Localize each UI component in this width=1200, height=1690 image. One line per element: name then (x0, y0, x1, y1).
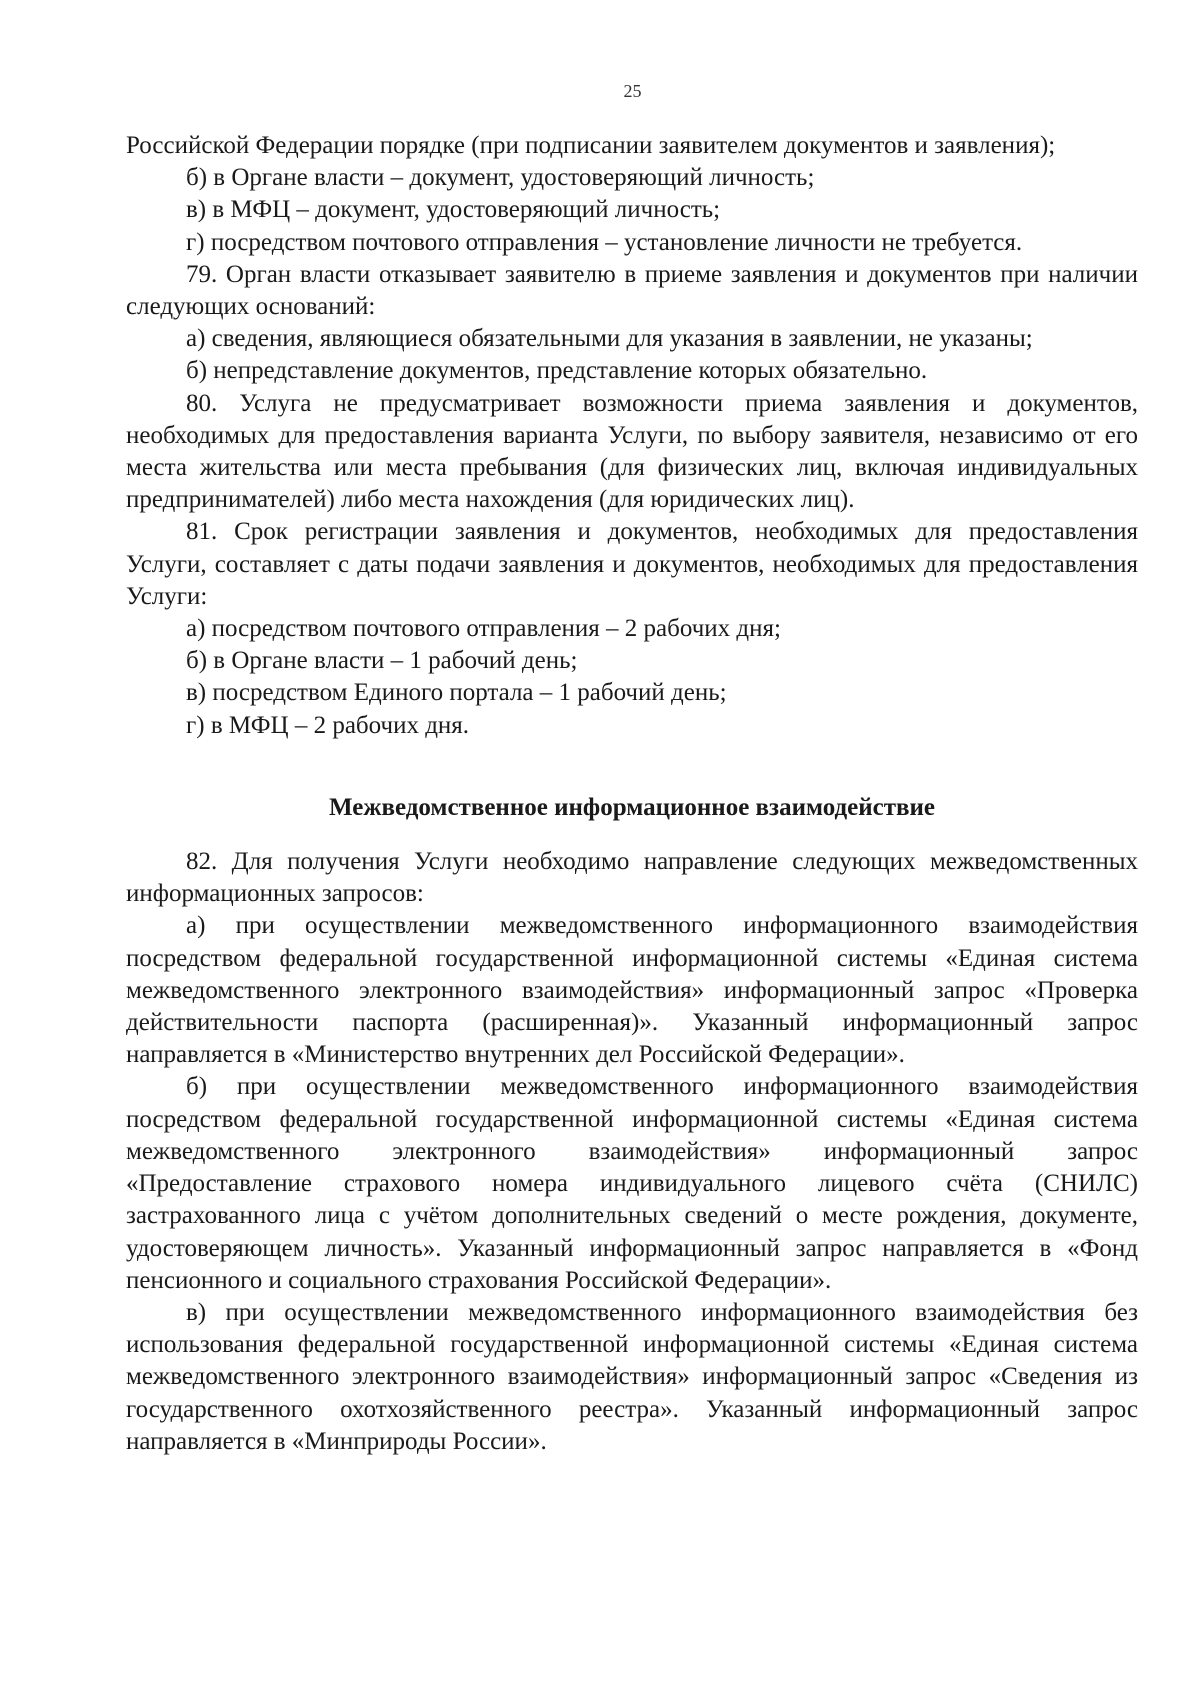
paragraph: а) при осуществлении межведомственного информационного взаимодействия посредством федеральной государственной информационной системы «Единая система межведомственного электронного взаимодействия» информационный запрос «Проверка действительности паспорта (расширенная)». Указанный информационный запрос направляется в «Министерство внутренних дел Российской Федерации». (126, 912, 1138, 1069)
page-number: 25 (623, 81, 642, 101)
paragraphs-top (126, 130, 1138, 742)
paragraph: б) при осуществлении межведомственного информационного взаимодействия посредством федеральной государственной информационной системы «Единая система межведомственного электронного взаимодействия» информационный запрос «Предоставление страхового номера индивидуального лицевого счёта (СНИЛС) застрахованного лица с учётом дополнительных сведений о месте рождения, документе, удостоверяющем личность». Указанный информационный запрос направляется в «Фонд пенсионного и социального страхования Российской Федерации». (126, 1073, 1138, 1294)
paragraph: в) при осуществлении межведомственного информационного взаимодействия без использования федеральной государственной информационной системы «Единая система межведомственного электронного взаимодействия» информационный запрос «Сведения из государственного охотхозяйственного реестра». Указанный информационный запрос направляется в «Минприроды России». (126, 1298, 1138, 1455)
paragraph: б) в Органе власти – 1 рабочий день; (186, 647, 578, 675)
paragraph: 81. Срок регистрации заявления и документов, необходимых для предоставления Услуги, составляет с даты подачи заявления и документов, необходимых для предоставления Услуги: (126, 518, 1138, 610)
paragraph: а) посредством почтового отправления – 2 рабочих дня; (186, 615, 781, 643)
paragraph: б) в Органе власти – документ, удостоверяющий личность; (186, 164, 815, 192)
paragraph: Российской Федерации порядке (при подписании заявителем документов и заявления); (126, 132, 1056, 159)
paragraph: 82. Для получения Услуги необходимо направление следующих межведомственных информационных запросов: (126, 848, 1138, 908)
paragraphs-bottom (126, 846, 1138, 1458)
paragraph: 80. Услуга не предусматривает возможности приема заявления и документов, необходимых для предоставления варианта Услуги, по выбору заявителя, независимо от его места жительства или места пребывания (для физических лиц, включая индивидуальных предпринимателей) либо места нахождения (для юридических лиц). (126, 389, 1138, 514)
paragraph: в) в МФЦ – документ, удостоверяющий личность; (186, 196, 721, 224)
paragraph: в) посредством Единого портала – 1 рабочий день; (186, 679, 727, 707)
paragraph: б) непредставление документов, представление которых обязательно. (186, 357, 928, 385)
paragraph: г) посредством почтового отправления – установление личности не требуется. (186, 228, 1023, 256)
document-body (126, 130, 1138, 1458)
section-heading: Межведомственное информационное взаимодействие (329, 793, 935, 821)
paragraph: а) сведения, являющиеся обязательными для указания в заявлении, не указаны; (186, 325, 1033, 353)
paragraph: г) в МФЦ – 2 рабочих дня. (186, 711, 470, 739)
paragraph: 79. Орган власти отказывает заявителю в приеме заявления и документов при наличии следующих оснований: (126, 260, 1138, 321)
